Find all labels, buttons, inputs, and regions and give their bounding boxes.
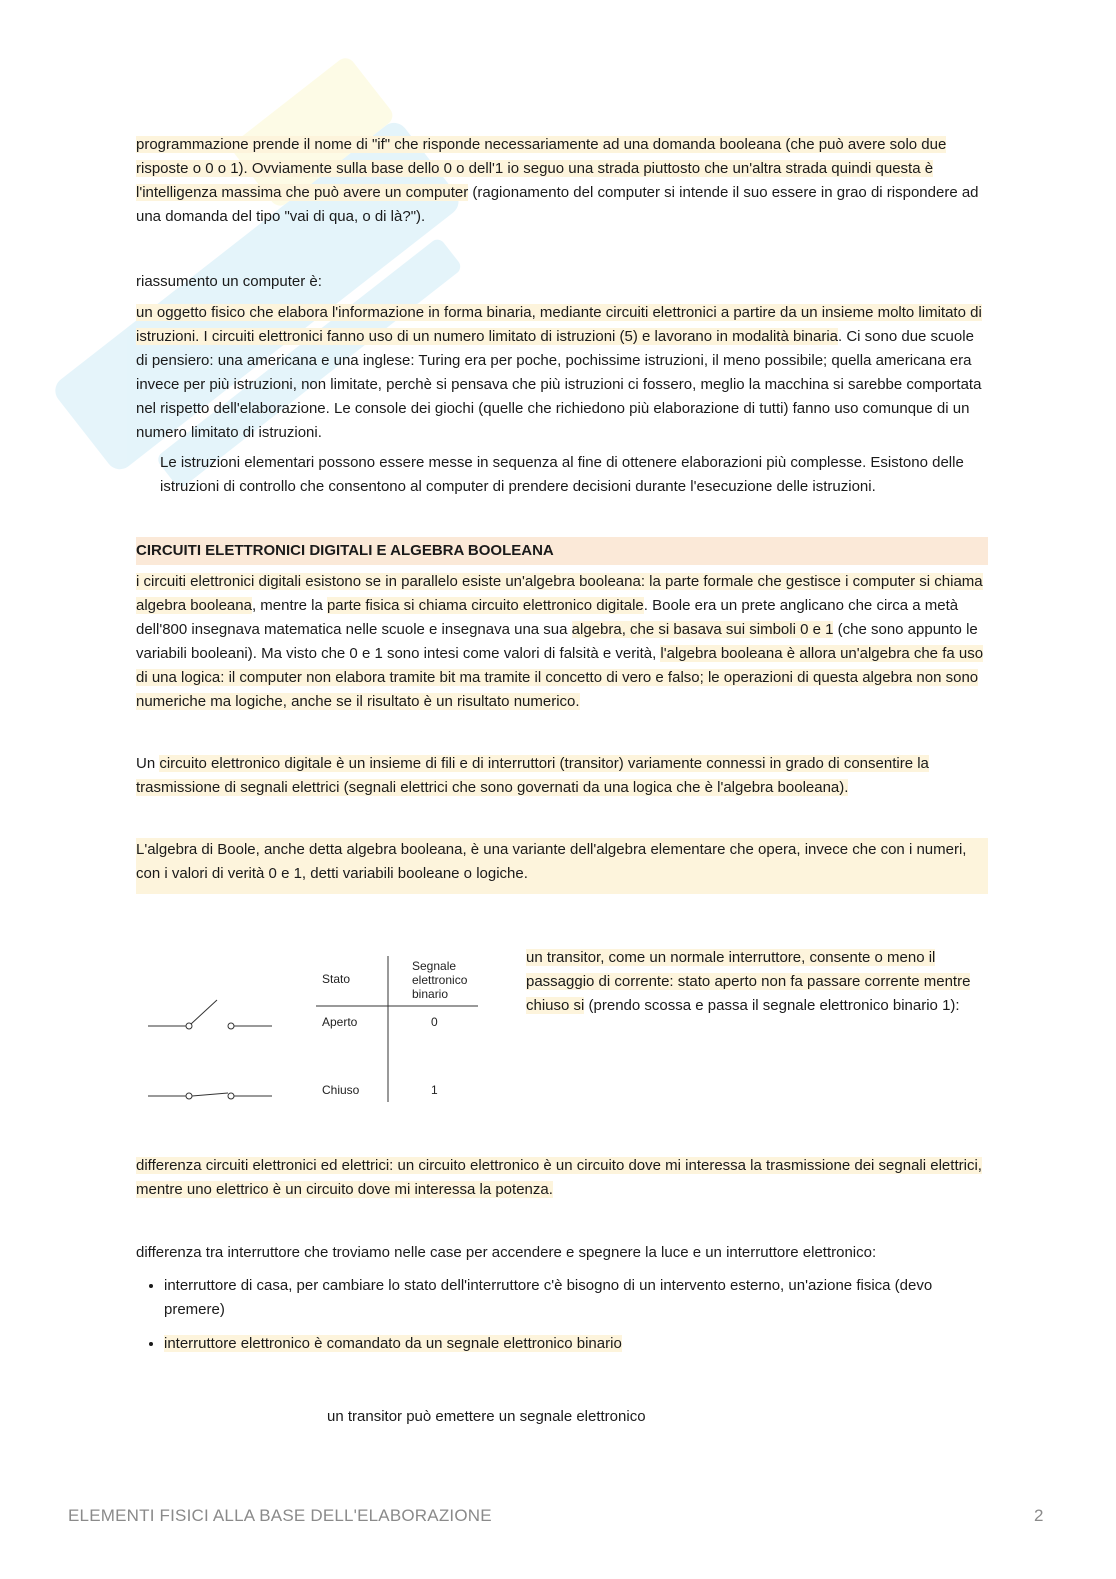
para9-text: differenza tra interruttore che troviamo nelle case per accendere e spegnere la luce e un interruttore elettronico: (136, 1244, 877, 1261)
paragraph-computer-definition (136, 301, 988, 445)
para5-segment: i circuiti elettronici digitali esistono se in parallelo esiste un'algebra booleana: la parte formale che gestisce i computer si chiama algebra booleana (136, 573, 983, 614)
para8-text: differenza circuiti elettronici ed elettrici: un circuito elettronico è un circuito dove mi interessa la trasmissione dei segnali elettrici, mentre uno elettrico è un circuito dove mi interessa la potenza. (136, 1157, 982, 1198)
para6-segment: circuito elettronico digitale è un insieme di fili e di interruttori (transitor) variamente connessi in grado di consentire la trasmissione di segnali elettrici (segnali elettrici che sono governati da una logica che è l'algebra booleana). (136, 755, 929, 796)
paragraph-if-statement (136, 133, 988, 229)
para5-segment: l'algebra booleana è allora un'algebra che fa uso di una logica: il computer non elabora tramite bit ma tramite il concetto di vero e falso; le operazioni di questa algebra non sono numeriche ma logiche, anche se il risultato è un risultato numerico. (136, 645, 984, 710)
page-number: 2 (1034, 1506, 1044, 1525)
para5-segment: parte fisica si chiama circuito elettronico digitale (326, 597, 644, 614)
closed-switch-icon (148, 1093, 272, 1099)
transistor-explanation (526, 946, 976, 1018)
bullet-list (136, 1274, 988, 1366)
para3-segment: . Ci sono due scuole di pensiero: una americana e una inglese: Turing era per poche, pochissime istruzioni, il meno possibile; quella americana era invece per più istruzioni, non limitate, perchè si pensava che più istruzioni ci fossero, meglio la macchina si sarebbe comportata nel rispetto dell'elaborazione. Le console dei giochi (quelle che richiedono più elaborazione di tutti) fanno uso comunque di un numero limitato di istruzioni. (136, 328, 982, 441)
paragraph-boole-algebra (136, 838, 988, 894)
para10-text: un transitor può emettere un segnale elettronico (327, 1408, 646, 1425)
side-segment: (prendo scossa e passa il segnale elettronico binario 1): (584, 997, 960, 1014)
para1-text (136, 133, 988, 229)
para1-segment: programmazione prende il nome di "if" che risponde necessariamente ad una domanda booleana (che può avere solo due risposte o 0 o 1). Ovviamente sulla base dello 0 o dell'1 io seguo una strada piuttosto che un'altra strada quindi questa è l'intelligenza massima che può avere un computer (136, 136, 947, 201)
para6-text (136, 752, 988, 800)
bullets-list (136, 1274, 988, 1356)
para5-segment: algebra, che si basava sui simboli 0 e 1 (571, 621, 834, 638)
paragraph-boolean-algebra (136, 570, 988, 714)
col-signal-label-2: elettronico (412, 973, 468, 987)
para6-segment: Un (136, 755, 160, 772)
row-open-value: 0 (431, 1015, 438, 1029)
paragraph-electronic-vs-electric (136, 1154, 988, 1202)
paragraph-elementary-instructions (160, 451, 990, 499)
para2-text: riassumento un computer è: (136, 273, 322, 290)
para5-text (136, 570, 988, 714)
side-segment: un transitor, come un normale interruttore, consente o meno il passaggio di corrente: stato aperto non fa passare corrente mentre chiuso si (526, 949, 971, 1014)
para3-text (136, 301, 988, 445)
paragraph-switch-difference (136, 1241, 988, 1265)
col-signal-label-3: binario (412, 987, 449, 1001)
bullet-item (164, 1332, 988, 1356)
switch-state-diagram (136, 956, 496, 1122)
paragraph-summary-intro (136, 270, 988, 294)
section-heading (136, 537, 988, 565)
paragraph-digital-circuit (136, 752, 988, 800)
para5-segment: . Boole era un prete anglicano che circa a metà dell'800 insegnava matematica nelle scuole e insegnava una sua (136, 597, 959, 638)
para5-segment: , mentre la (251, 597, 327, 614)
row-open-state: Aperto (322, 1015, 358, 1029)
bullet-text: interruttore elettronico è comandato da un segnale elettronico binario (164, 1335, 622, 1352)
footer-title: ELEMENTI FISICI ALLA BASE DELL'ELABORAZIONE (68, 1506, 492, 1525)
row-closed-value: 1 (431, 1083, 438, 1097)
para7-text: L'algebra di Boole, anche detta algebra booleana, è una variante dell'algebra elementare che opera, invece che con i numeri, con i valori di verità 0 e 1, detti variabili booleane o logiche. (136, 841, 967, 882)
para5-segment: (che sono appunto le variabili booleani). Ma visto che 0 e 1 sono intesi come valori di falsità e verità, (136, 621, 978, 662)
open-switch-icon (148, 1000, 272, 1029)
side-text (526, 946, 976, 1018)
para3-segment: un oggetto fisico che elabora l'informazione in forma binaria, mediante circuiti elettronici a partire da un insieme molto limitato di istruzioni. I circuiti elettronici fanno uso di un numero limitato di istruzioni (5) e lavorano in modalità binaria (136, 304, 982, 345)
para1-segment: (ragionamento del computer si intende il suo essere in grao di rispondere ad una domanda del tipo "vai di qua, o di là?"). (136, 184, 979, 225)
col-signal-label-1: Segnale (412, 959, 457, 973)
bullet-text: interruttore di casa, per cambiare lo stato dell'interruttore c'è bisogno di un intervento esterno, un'azione fisica (devo premere) (164, 1277, 933, 1318)
para4-text: Le istruzioni elementari possono essere messe in sequenza al fine di ottenere elaborazioni più complesse. Esistono delle istruzioni di controllo che consentono al computer di prendere decisioni durante l'esecuzione delle istruzioni. (160, 454, 964, 495)
col-state-label: Stato (322, 972, 351, 986)
paragraph-transistor-signal (327, 1405, 927, 1429)
heading-text: CIRCUITI ELETTRONICI DIGITALI E ALGEBRA BOOLEANA (136, 542, 554, 559)
bullet-item (164, 1274, 988, 1322)
row-closed-state: Chiuso (322, 1083, 360, 1097)
